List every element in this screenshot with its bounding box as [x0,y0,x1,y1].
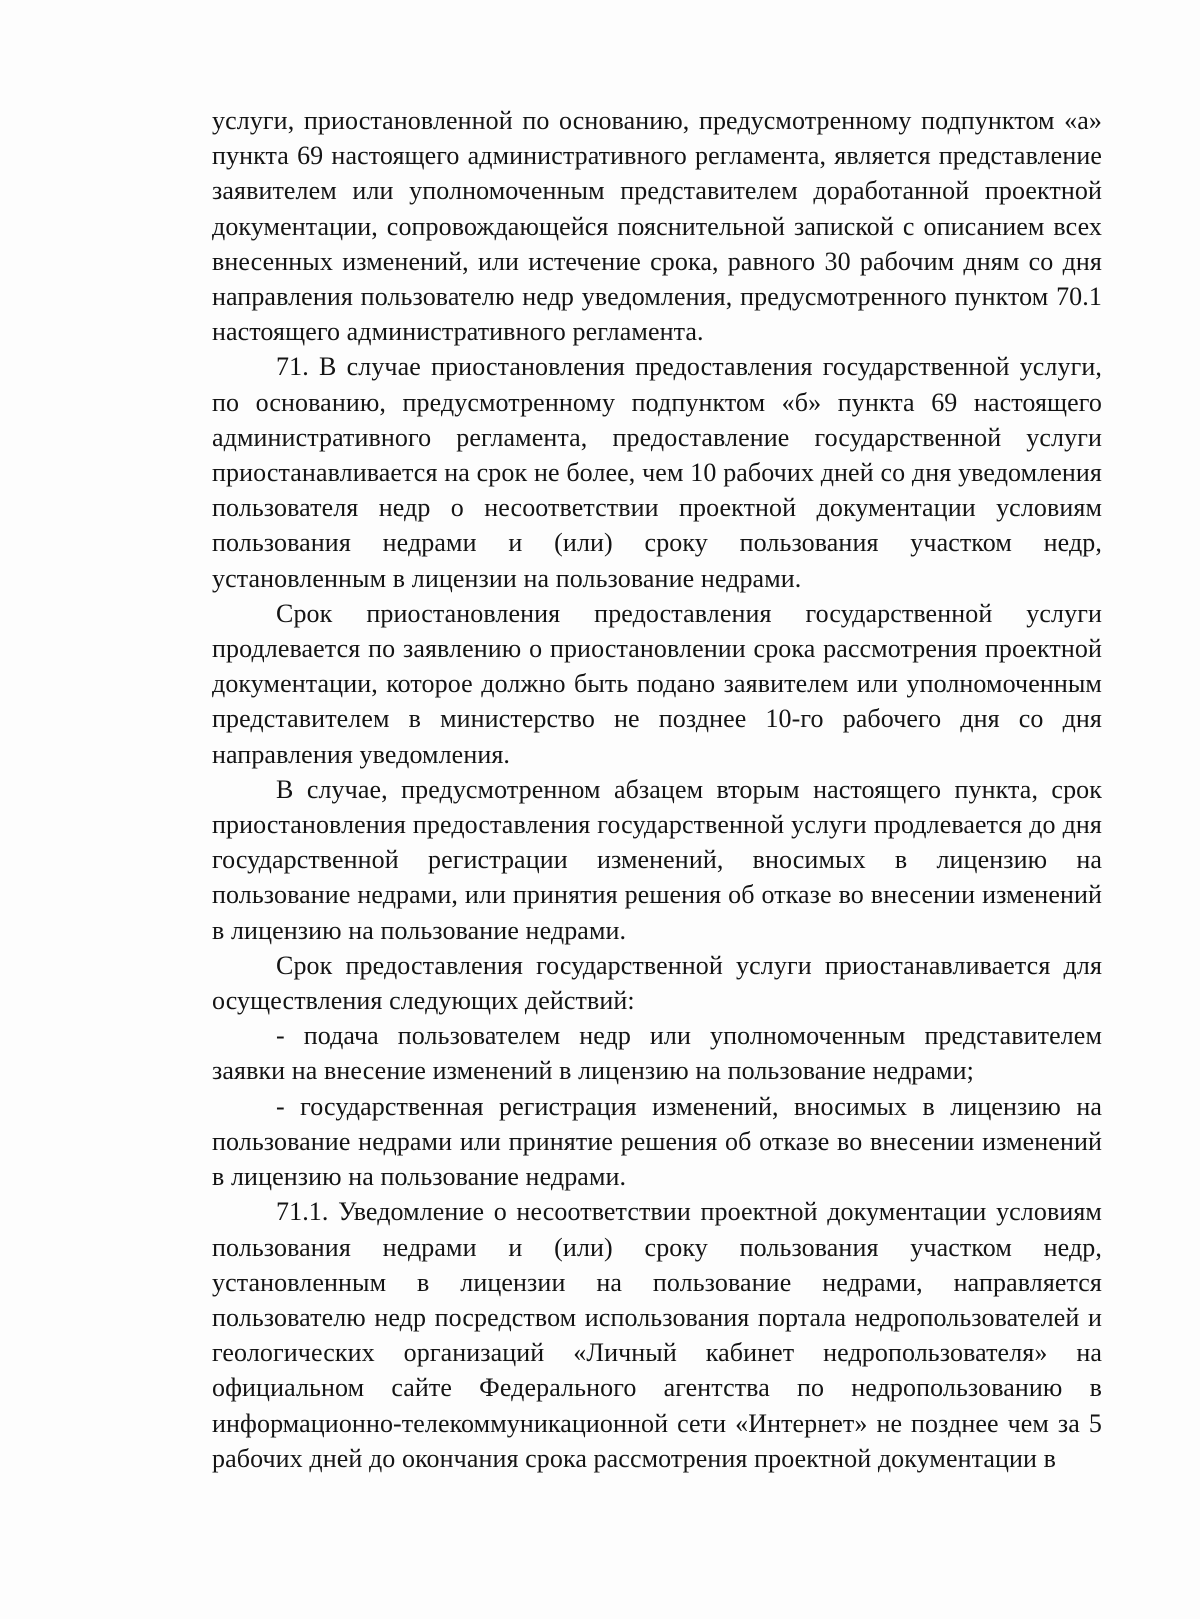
paragraph-second-case: В случае, предусмотренном абзацем вторым настоящего пункта, срок приостановления предоставления государственной услуги продлевается до дня государственной регистрации изменений, вносимых в лицензию на пользование недрами, или принятия решения об отказе во внесении изменений в лицензию на пользование недрами. [212,774,1102,945]
paragraph-continuation: услуги, приостановленной по основанию, предусмотренному подпунктом «а» пункта 69 настоящего административного регламента, является представление заявителем или уполномоченным представителем доработанной проектной документации, сопровождающейся пояснительной запиской с описанием всех внесенных изменений, или истечение срока, равного 30 рабочим дням со дня направления пользователю недр уведомления, предусмотренного пунктом 70.1 настоящего административного регламента. [212,106,1102,347]
paragraph-71: 71. В случае приостановления предоставления государственной услуги, по основанию, предусмотренному подпунктом «б» пункта 69 настоящего административного регламента, предоставление государственной услуги приостанавливается на срок не более, чем 10 рабочих дней со дня уведомления пользователя недр о несоответствии проектной документации условиям пользования недрами и (или) сроку пользования участком недр, установленным в лицензии на пользование недрами. [212,352,1102,593]
paragraph-suspension-extension: Срок приостановления предоставления государственной услуги продлевается по заявлению о приостановлении срока рассмотрения проектной документации, которое должно быть подано заявителем или уполномоченным представителем в министерство не позднее 10-го рабочего дня со дня направления уведомления. [212,598,1102,769]
paragraph-71-1: 71.1. Уведомление о несоответствии проектной документации условиям пользования недрами и (или) сроку пользования участком недр, установленным в лицензии на пользование недрами, направляется пользователю недр посредством использования портала недропользователей и геологических организаций «Личный кабинет недропользователя» на официальном сайте Федерального агентства по недропользованию в информационно-телекоммуникационной сети «Интернет» не позднее чем за 5 рабочих дней до окончания срока рассмотрения проектной документации в [212,1197,1102,1473]
list-item-registration: - государственная регистрация изменений, вносимых в лицензию на пользование недрами или принятие решения об отказе во внесении изменений в лицензию на пользование недрами. [212,1091,1102,1192]
list-item-application: - подача пользователем недр или уполномоченным представителем заявки на внесение изменений в лицензию на пользование недрами; [212,1021,1102,1086]
document-body [212,103,1102,1476]
paragraph-suspension-actions: Срок предоставления государственной услуги приостанавливается для осуществления следующих действий: [212,950,1102,1016]
